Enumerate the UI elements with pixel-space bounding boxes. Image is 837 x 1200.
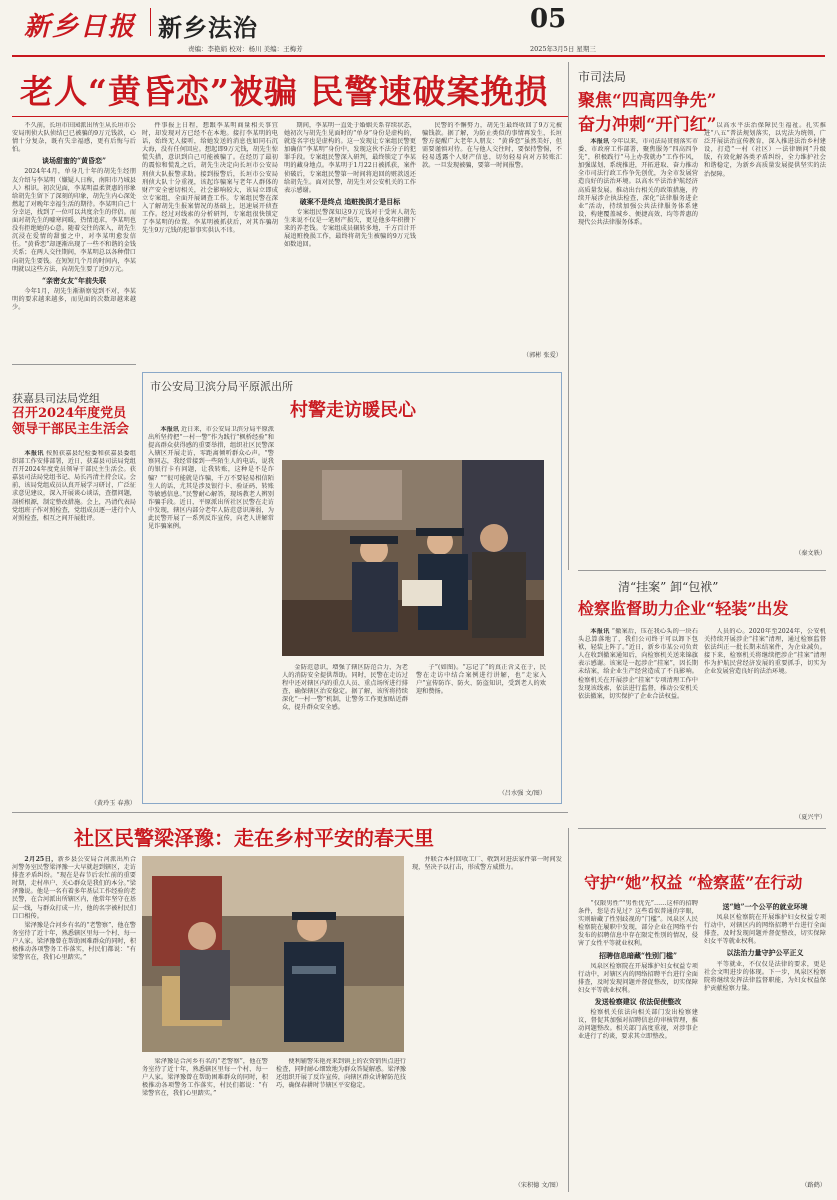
logo-divider <box>150 8 151 36</box>
newspaper-logo: 新乡日报 <box>24 12 137 42</box>
a7-col2: 送“她”一个公平的就业环境 凤泉区检察院在开展维护妇女权益专项行动中，对辖区内的网络招聘平台进行全面排查，及时发现问题并督促整改，切实保障妇女平等就业权利。 以法治力量守护公平正义 平等就业，不仅仅是法律的要求，更是社会文明进步的体现。下一步，凤泉区检察院将继续发挥法律监督职能，为妇女权益保护贡献检察力量。 <box>704 902 826 992</box>
a1-subhead-2: “亲密女友”年前失联 <box>41 275 107 285</box>
a5-col3: 便利辅警朱艳亮来到镇上的农资销售点进行检查，同时耐心细致地为群众答疑解惑。梁泽豫还组织开展了反诈宣传，向辖区群众讲解防范技巧，确保春耕时节辖区平安稳定。 <box>276 1058 406 1090</box>
a5-title: 社区民警梁泽豫：走在乡村平安的春天里 <box>74 826 434 850</box>
page-number: 05 <box>530 4 567 34</box>
a1-subhead-3: 破案不是终点 追赃挽损才是目标 <box>299 196 401 206</box>
a2-byline: （秦文轶） <box>795 550 826 557</box>
a7-title: 守护“她”权益 “检察蓝”在行动 <box>584 873 803 892</box>
a6-col2: 人员的心。2020年至2024年，公安机关持续开展涉企“挂案”清理，通过检察监督依法纠正一批长期未结案件，为企业减负。接下来，检察机关将继续把涉企“挂案”清理作为护航民营经济发展的重要抓手，切实为企业发展营造良好的法治环境。 <box>704 628 826 676</box>
a3-body: 本报讯 按照获嘉县纪检委和获嘉县委组织部工作安排部署，近日，获嘉县司法局党组召开2024年度党员领导干部民主生活会。获嘉县司法局党组书记、局长冯清主持会议。会前，该局党组成员认真开展学习研讨，广泛征求意见建议，深入开展谈心谈话，查摆问题，剖析根源，制定整改措施。会上，冯清代表局党组班子作对照检查，党组成员逐一进行个人对照检查，相互之间开展批评。 <box>12 450 136 522</box>
a3-kicker: 获嘉县司法局党组 <box>12 392 100 405</box>
right-column-divider <box>568 62 569 570</box>
masthead-rule <box>12 55 825 57</box>
a6-col1: 本报讯 “撤案后，压在我心头的一块石头总算落地了，我们公司终于可以卸下包袱，轻装上阵了。”近日，新乡市某公司负责人在收到撤案通知后，向检察机关送来锦旗表示感谢。该案是一起涉企“挂案”，因长期未结案，给企业生产经营造成了不良影响。检察机关在开展涉企“挂案”专项清理工作中发现该线索，依法进行监督，推动公安机关依法撤案，切实保护了企业合法权益。 <box>578 628 698 700</box>
a1-col2: 件事报上日程，想跟李某明商量相关事宜时，却发现对方已经不在本地。接打李某明的电话，始终无人接听，给她发送的消息也如同石沉大海，没有任何回应。想起即9万元钱，胡先生惊慌失措，意识到自己可能被骗了。在经历了最初的震惊和慌乱之后，胡先生决定向长垣市公安局刑侦大队报警求助。接到报警后，长垣市公安局刑侦大队十分重视，该起诈骗案与老年人群体的财产安全密切相关，社会影响较大，该局立即成立专案组，全面开展调查工作。专案组民警在深入了解胡先生报案情况的基础上，迅速展开侦查工作。经过对线索的分析研判，专案组很快锁定了李某明的位置。李某明被抓获后，对其诈骗胡先生9万元钱的犯罪事实供认不讳。 <box>142 122 278 235</box>
a4-title: 村警走访暖民心 <box>290 400 416 421</box>
a7-subhead-4: 送“她”一个公平的就业环境 <box>722 902 808 911</box>
a1-rule <box>12 116 568 117</box>
a5-col4: 并联合本村回收工厂、敬到对进法家件第一时间发现，坚决予以打击，形成警方威慑力。 <box>412 856 562 872</box>
a1-col1: 不久前，长垣市田园派出所生从长垣市公安局刑侦大队侦结已已被骗的9万元钱款，心情十分复杂，既有失幸福感，更有后悔与后怕。 谈场甜蜜的“黄昏恋” 2024年4月，单身几十年的胡先生经朋友介绍与李某明（嫌疑人日称，南阳市乃城县人）相识。初次见面，李某明温柔贤惠的形象给胡先生留下了深刻的印象，胡先生内心深处燃起了对晚年幸福生活的期待。李某明自己十分幸运，找到了一位可以共度余生的伴侣。而面对胡先生的嘘寒问暖，热情追求，李某明也没有拒绝她的心意。随着交往的深入，胡先生沉浸在爱情的甜蜜之中，对李某明愈发信任。“黄昏恋”却逐渐出现了一些不和谐的金钱关系；在两人交往期间，李某明总以各种借口向胡先生要钱。在短短几个月的时间内，李某明就以这些方法，向胡先生要了近9万元。 “亲密女友”年前失联 今年1月，胡先生渐渐察觉到不对，李某明的要求越来越多，而见面的次数却越来越少。 <box>12 122 136 311</box>
a1-col3: 期间，李某明一直处于婚姻关系存续状态，她初次与胡先生见面时的“单身”身份是虚构的，就连名字也是虚构的。这一发现让专案组民警更加确信“李某明”身份中，发现这伙不法分子的犯罪手段。专案组民警深入研判，最终锁定了李某明的藏身地点。李某明于1月22日被抓获，案件侦破后，专案组民警第一时间将追回的赃款返还给胡先生。面对民警，胡先生对公安机关的工作表示感谢。 破案不是终点 追赃挽损才是目标 专案组民警深知这9万元钱对于受害人胡先生来说不仅是一笔财产损失，更是他多年积攒下来的养老钱。专案组成员辗转多地，千方百计开展追赃挽损工作，最终将胡先生被骗的9万元钱如数追回。 <box>284 122 416 249</box>
community-police-photo <box>142 856 404 1052</box>
a2-kicker: 市司法局 <box>578 70 627 84</box>
a4-col2: 金防范意识，增强了辖区防范合力，为老人的消防安全提供帮助。同时，民警在走访过程中还对辖区内的重点人员、重点场所进行排查，确保辖区治安稳定。据了解，该所将持续深化“一村一警”机制，让警务工作更加贴近群众，提升群众安全感。 <box>282 664 408 712</box>
a2-title-2: 奋力冲刺“开门红” <box>578 115 717 135</box>
a1-title: 老人“黄昏恋”被骗 民警速破案挽损 <box>20 72 549 111</box>
a7-subhead-1: 招聘信息暗藏“性别门槛” <box>598 950 678 960</box>
a7-top-rule <box>578 828 826 829</box>
section-title: 新乡法治 <box>158 13 258 42</box>
a7-byline: （路鹤） <box>801 1182 826 1189</box>
a3-title: 召开2024年度党员领导干部民主生活会 <box>12 406 130 437</box>
a1-subhead-1: 谈场甜蜜的“黄昏恋” <box>41 156 107 166</box>
a1-byline: （郭彬 张爱） <box>522 352 562 359</box>
a7-col1: “仅限男性”“男性优先”……这样的招聘条件，您是否见过？这些看似普通的字眼，实则暗藏了性别歧视的“门槛”。凤泉区人民检察院在履职中发现，部分企业在网络平台发布的招聘信息中存在限定性别的情况，侵害了女性平等就业权利。 招聘信息暗藏“性别门槛” 凤泉区检察院在开展维护妇女权益专项行动中，对辖区内的网络招聘平台进行全面排查，及时发现问题并督促整改，切实保障妇女平等就业权利。 发送检察建议 依法促使整改 检察机关依法向相关部门发出检察建议，督促其加强对招聘信息的审核管理，推动问题整改。相关部门高度重视，对涉事企业进行了约谈，要求其立即整改。 <box>578 900 698 1041</box>
a7-subhead-2: 发送检察建议 依法促使整改 <box>594 997 682 1007</box>
a6-byline: （夏兴宇） <box>795 814 826 821</box>
a5-top-rule <box>12 812 568 813</box>
masthead <box>0 0 837 62</box>
a5-col1: 2月25日，新乡县公安局合河派出所合河警务室民警梁泽豫一大早就赶到辖区，走访排查矛盾纠纷。“现在是春节后农忙前的重要时期，走村串户、关心群众是我们的本分。”梁泽豫说。他是一名有着多年基层工作经验的老民警，在合河派出所辖区内，他常年坚守在基层一线，与群众打成一片，他的名字被村民们口口相传。 梁泽豫是合河乡有名的“老警察”，他在警务室待了近十年，熟悉辖区里每一个村、每一户人家。梁泽豫曾在帮助困难群众的同时，积极推动各项警务工作落实，村民们都说：“有梁警官在，我们心里踏实。” <box>12 856 136 962</box>
a3-top-rule <box>12 364 136 365</box>
a4-col1: 本报讯 近日来，市公安局卫滨分局平原派出所坚持把“一村一警”作为践行“枫桥经验”和提高群众获得感的重要举措，组织社区民警深入辖区开展走访，零距离倾听群众心声。“警察同志，我经常接到一些陌生人的电话，说我的银行卡有问题，让我转账，这种是不是诈骗？”“很可能就是诈骗，千万不要轻易相信陌生人的话，尤其是涉及银行卡、验证码、转账等敏感信息。”民警耐心解答，现场教老人辨别诈骗手段。近日，平原派出所社区民警在走访中发现，辖区内部分老年人防范意识薄弱，为此民警开展了一系列反诈宣传，向老人讲解常见诈骗案例。 <box>148 426 274 531</box>
a5-col2: 梁泽豫是合河乡有名的“老警察”，他在警务室待了近十年，熟悉辖区里每一个村、每一户人家。梁泽豫曾在帮助困难群众的同时，积极推动各项警务工作落实，村民们都说：“有梁警官在，我们心里踏实。” <box>142 1058 268 1098</box>
staff-line: 责编：李艳娟 校对：杨川 美编：王梅芳 <box>188 45 303 53</box>
a4-col3: 子”(如图)。“忘记了”的真正含义在于，民警在走访中结合案例进行讲解，也“走家入户”宣传防诈、防火、防盗知识，受到老人的欢迎和赞扬。 <box>416 664 546 696</box>
a7-divider <box>568 828 569 1192</box>
a3-byline: （黄玲玉 春燕） <box>90 800 136 807</box>
a6-kicker: 清“挂案” 卸“包袱” <box>618 580 719 594</box>
a6-title: 检察监督助力企业“轻装”出发 <box>578 599 789 618</box>
a7-subhead-3: 以法治力量守护公平正义 <box>726 948 804 958</box>
a2-col1: 本报讯 今年以来，市司法局贯彻落实市委、市政府工作部署，聚焦服务“四高四争先”，积极践行“马上办我就办”工作作风，加强谋划、系统推进，开拓进取、奋力推动全市司法行政工作争先创优，为全市发展营造良好的法治环境。以高水平法治护航经济高质量发展。推动出台相关的政策措施，持续开展涉企执法检查，深化“法律服务进企业”活动，持续加强公共法律服务体系建设，构建覆盖城乡、便捷高效、均等普惠的现代公共法律服务体系。 <box>578 138 698 226</box>
a2-col2: 以高水平法治保障民生福祉。扎实推进“八五”普法规划落实，以宪法为统领，广泛开展法治宣传教育，深入推进法治乡村建设，打造“一村（社区）一法律顾问”升级版，有效化解各类矛盾纠纷，全力维护社会和谐稳定，为新乡高质量发展提供坚实的法治保障。 <box>704 122 826 178</box>
a1-col4: 民警的不懈努力，胡先生最终收回了9万元被骗钱款。据了解，为防止类似的事情再发生，长垣警方提醒广大老年人朋友：“黄昏恋”虽然美好，但需要谨慎对待。在与他人交往时，要保持警惕，不轻易透露个人财产信息，切勿轻易向对方转账汇款。一旦发现被骗，要第一时间报警。 <box>422 122 562 170</box>
a4-kicker: 市公安局卫滨分局平原派出所 <box>150 380 293 393</box>
a6-top-rule <box>578 570 826 571</box>
a5-byline: （宋积德 文/图） <box>514 1182 562 1189</box>
police-visit-photo <box>282 460 544 656</box>
a4-byline: （吕水强 文/图） <box>498 790 546 797</box>
a2-title-1: 聚焦“四高四争先” <box>578 91 717 111</box>
date-line: 2025年3月5日 星期三 <box>530 45 596 53</box>
